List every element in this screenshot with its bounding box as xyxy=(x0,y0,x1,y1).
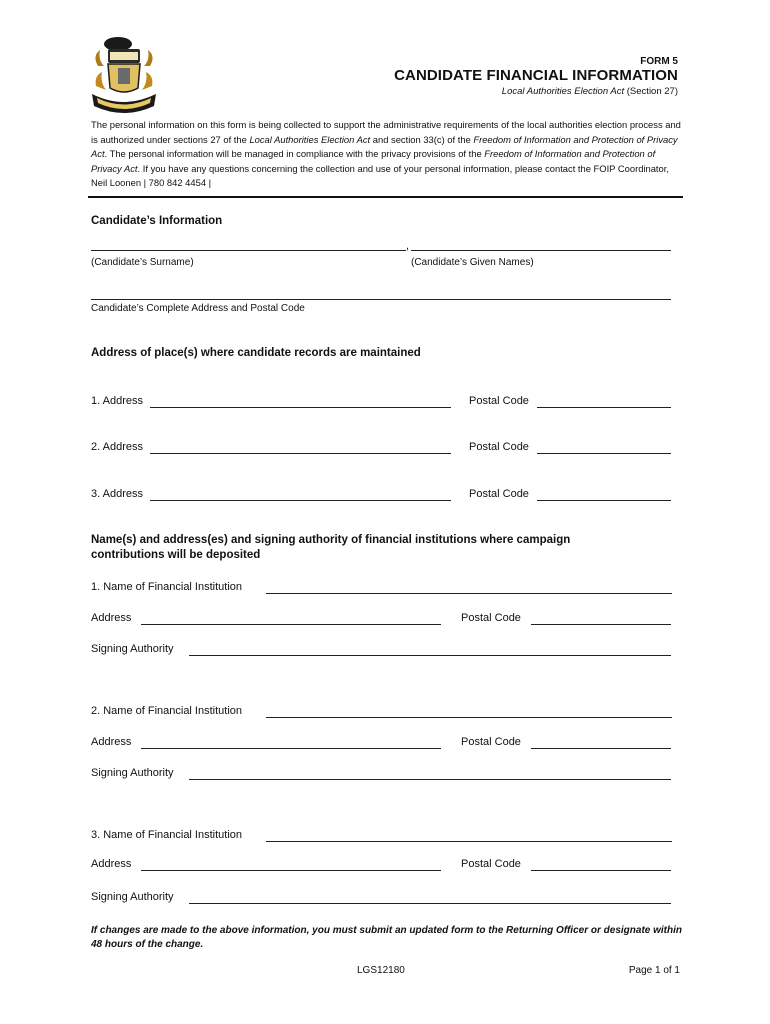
surname-label: (Candidate’s Surname) xyxy=(91,257,194,268)
candidate-address-field[interactable] xyxy=(91,299,671,300)
privacy-text: . The personal information will be managed in compliance with the privacy provisions of the xyxy=(104,148,485,159)
record-address-label: 1. Address xyxy=(91,395,143,407)
institution-name-label: 2. Name of Financial Institution xyxy=(91,705,243,717)
form-code: LGS12180 xyxy=(357,965,405,976)
privacy-act-ref: Local Authorities Election Act xyxy=(249,133,371,145)
candidate-heading: Candidate’s Information xyxy=(91,215,223,227)
record-postal-label: Postal Code xyxy=(469,488,529,500)
record-postal-field-2[interactable] xyxy=(537,453,671,454)
page-number: Page 1 of 1 xyxy=(628,965,680,976)
signing-authority-label: Signing Authority xyxy=(91,891,174,903)
given-names-field[interactable] xyxy=(411,250,671,251)
update-notice: If changes are made to the above information, you must submit an updated form to the Returning Officer or designate within 48 hours of the change. xyxy=(91,925,682,950)
institution-address-label: Address xyxy=(91,736,132,748)
record-address-label: 2. Address xyxy=(91,441,143,453)
act-reference xyxy=(502,86,678,97)
signing-authority-label: Signing Authority xyxy=(91,767,174,779)
crest-logo xyxy=(88,36,160,114)
institution-address-label: Address xyxy=(91,612,132,624)
privacy-act-ref: Freedom of Information and Protection of Privacy Act xyxy=(91,148,656,174)
institution-address-field-1[interactable] xyxy=(141,624,441,625)
signing-authority-label: Signing Authority xyxy=(91,643,174,655)
form-number: FORM 5 xyxy=(640,56,678,67)
institution-postal-label: Postal Code xyxy=(461,612,521,624)
institution-name-label: 3. Name of Financial Institution xyxy=(91,829,243,841)
given-names-label: (Candidate’s Given Names) xyxy=(411,257,534,268)
institution-address-field-3[interactable] xyxy=(141,870,441,871)
institution-name-field-2[interactable] xyxy=(266,717,672,718)
institution-postal-label: Postal Code xyxy=(461,858,521,870)
privacy-text: and section 33(c) of the xyxy=(370,133,474,145)
institution-name-label: 1. Name of Financial Institution xyxy=(91,581,243,593)
institution-address-label: Address xyxy=(91,858,132,870)
institution-address-field-2[interactable] xyxy=(141,748,441,749)
signing-authority-field-2[interactable] xyxy=(189,779,671,780)
record-postal-label: Postal Code xyxy=(469,395,529,407)
name-comma: , xyxy=(406,240,410,252)
privacy-text: . If you have any questions concerning the collection and use of your personal information, please contact the FOIP Coordinator, Neil Loonen | 780 842 4454 | xyxy=(91,162,669,188)
privacy-notice xyxy=(91,118,683,191)
institution-name-field-1[interactable] xyxy=(266,593,672,594)
signing-authority-field-3[interactable] xyxy=(189,903,671,904)
institution-postal-label: Postal Code xyxy=(461,736,521,748)
page-title: CANDIDATE FINANCIAL INFORMATION xyxy=(394,67,678,84)
record-postal-field-3[interactable] xyxy=(537,500,671,501)
institution-postal-field-3[interactable] xyxy=(531,870,671,871)
surname-field[interactable] xyxy=(91,250,406,251)
privacy-act-ref: Freedom of Information and Protection of Privacy Act xyxy=(91,133,678,159)
act-section: (Section 27) xyxy=(626,86,678,97)
record-postal-field-1[interactable] xyxy=(537,407,671,408)
candidate-address-label: Candidate’s Complete Address and Postal Code xyxy=(91,303,305,314)
institution-postal-field-2[interactable] xyxy=(531,748,671,749)
record-address-field-1[interactable] xyxy=(150,407,451,408)
institutions-heading: contributions will be deposited xyxy=(91,549,261,561)
institutions-heading: Name(s) and address(es) and signing authority of financial institutions where campaign xyxy=(91,534,571,546)
record-address-field-2[interactable] xyxy=(150,453,451,454)
record-address-label: 3. Address xyxy=(91,488,143,500)
record-address-field-3[interactable] xyxy=(150,500,451,501)
header-divider xyxy=(88,196,683,198)
record-postal-label: Postal Code xyxy=(469,441,529,453)
privacy-text: The personal information on this form is being collected to support the administrative requirements of the local authorities election process and is authorized under sections 27 of the xyxy=(91,119,681,145)
institution-postal-field-1[interactable] xyxy=(531,624,671,625)
signing-authority-field-1[interactable] xyxy=(189,655,671,656)
institution-name-field-3[interactable] xyxy=(266,841,672,842)
act-name: Local Authorities Election Act xyxy=(501,86,625,97)
records-heading: Address of place(s) where candidate records are maintained xyxy=(91,347,421,359)
